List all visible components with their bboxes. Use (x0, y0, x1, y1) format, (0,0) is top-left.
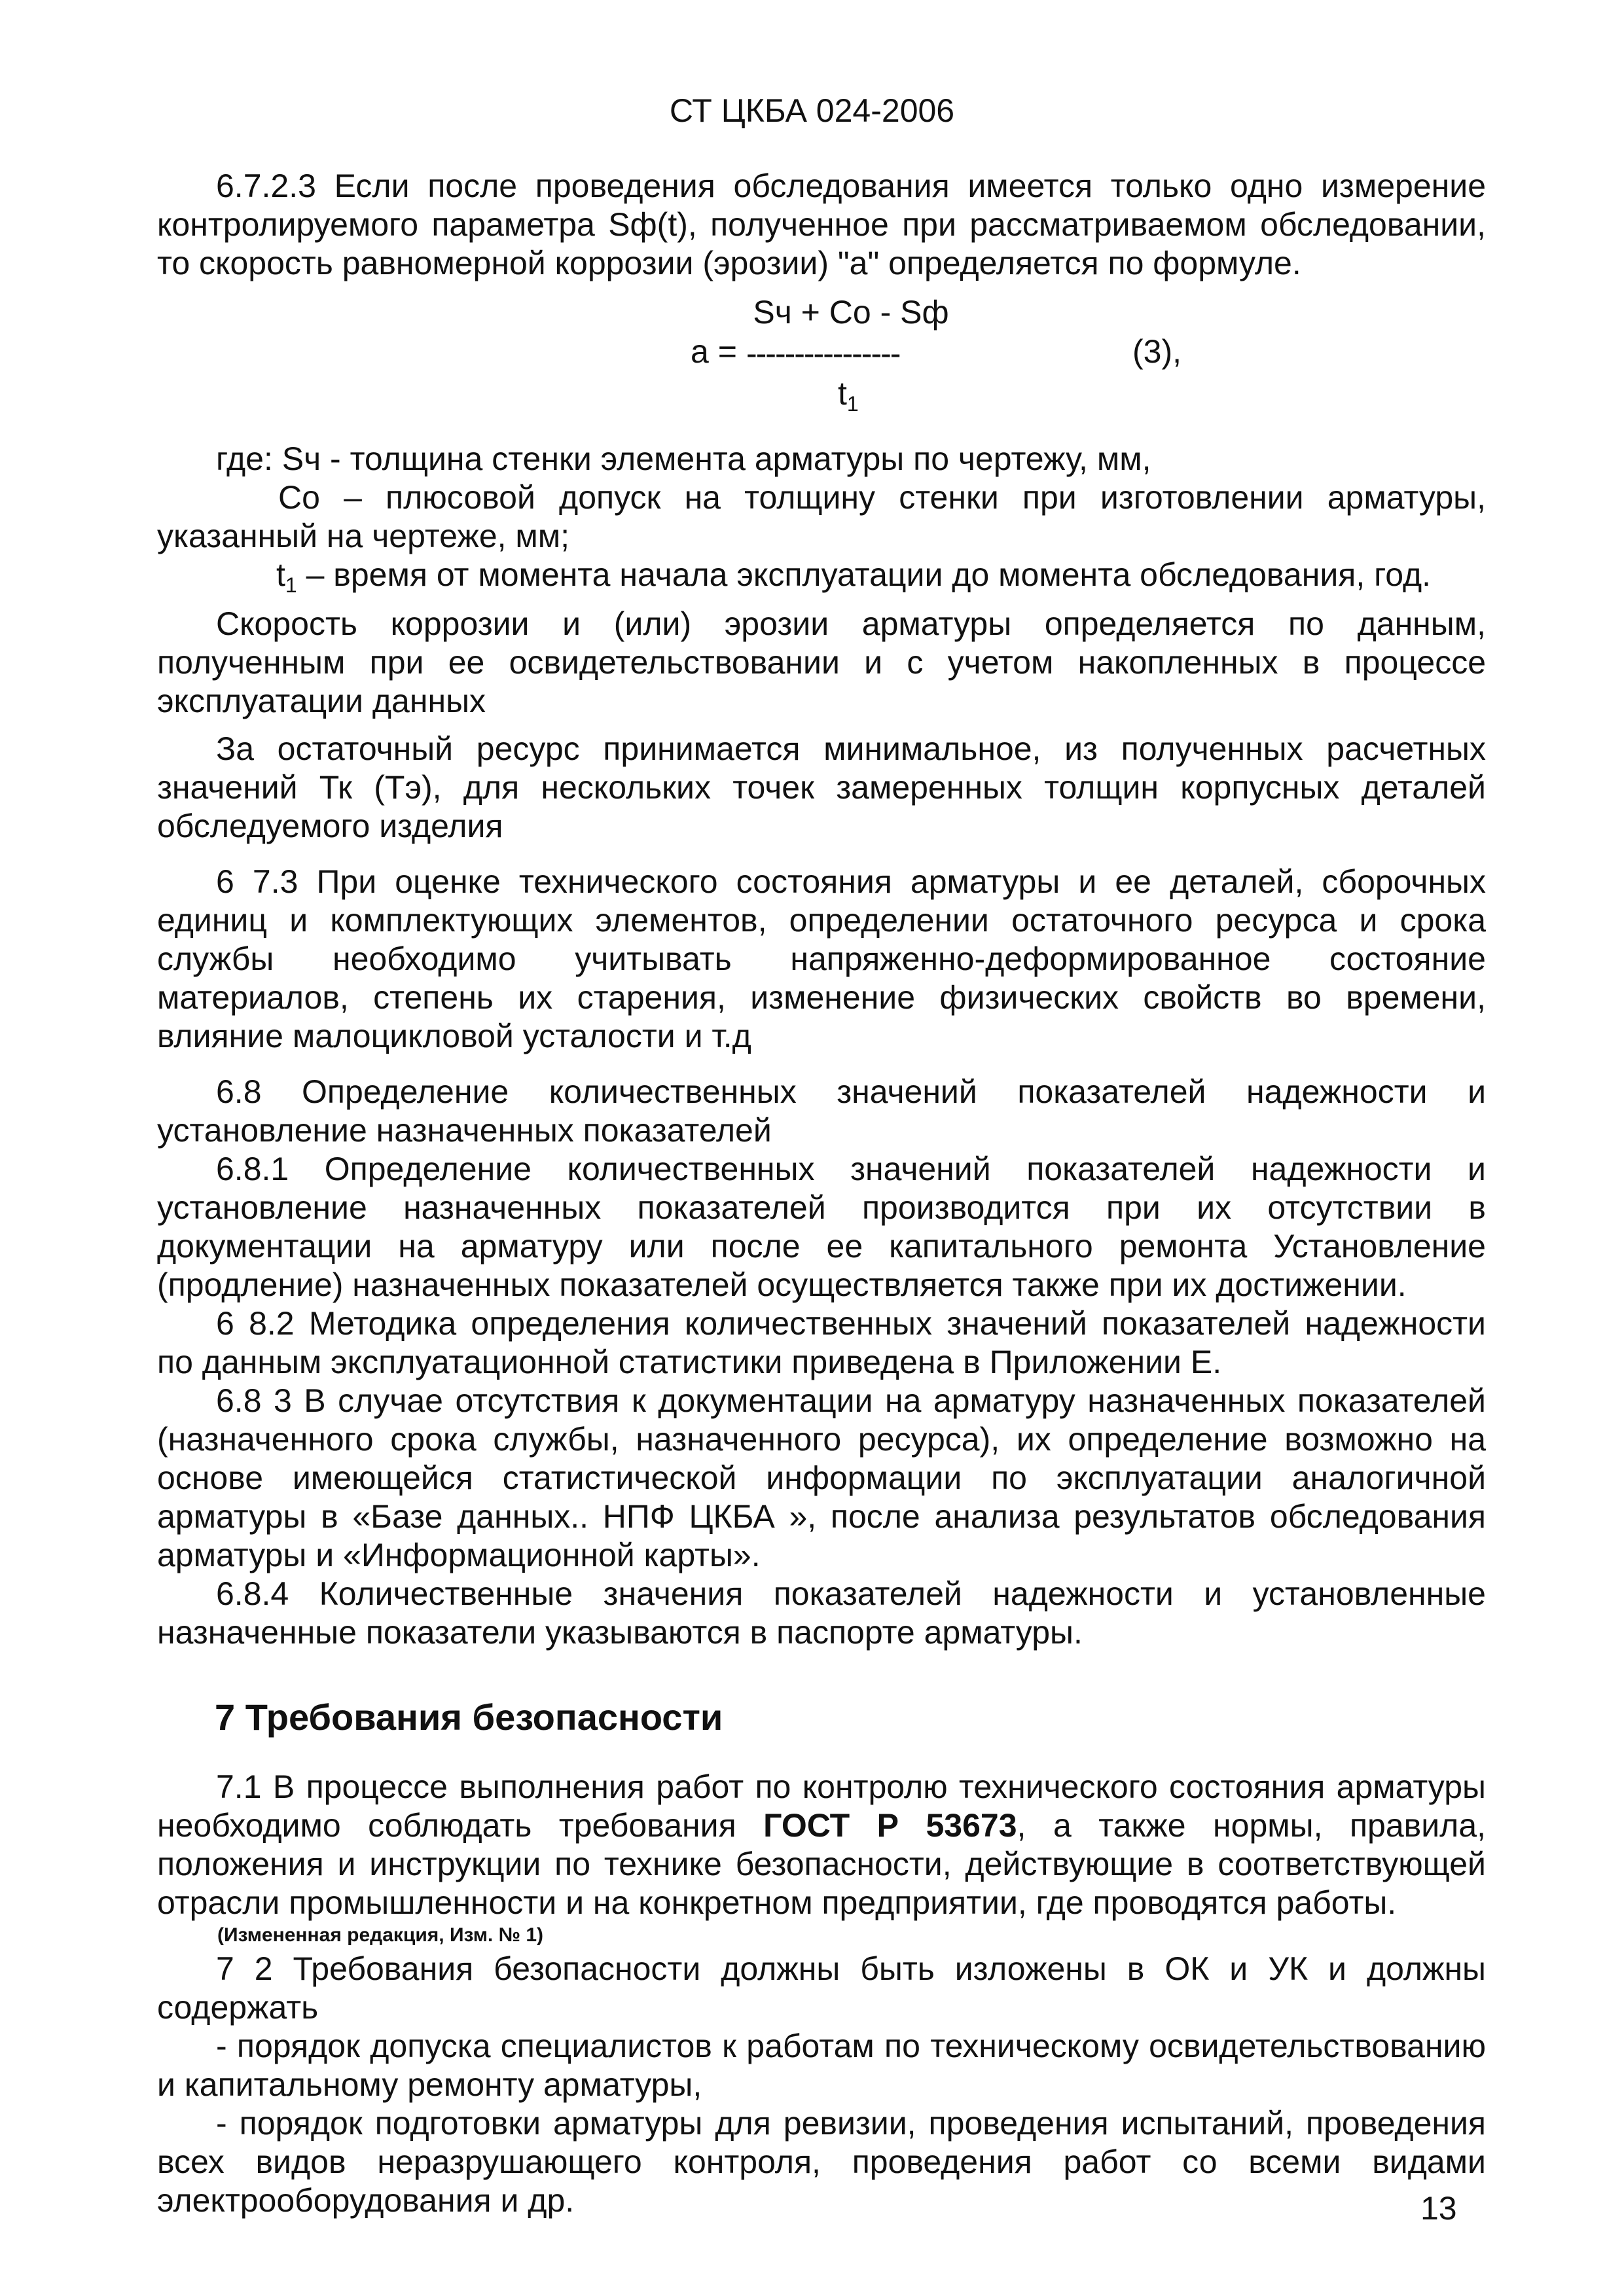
where-t1-symbol: t (276, 556, 285, 593)
document-body (157, 167, 1486, 2220)
formula-numerator: Sч + Co - Sф (753, 294, 949, 331)
paragraph-corrosion-speed: Скорость коррозии и (или) эрозии арматуры определяется по данным, полученным при ее освидетельствовании и с учетом накопленных в процессе эксплуатации данных (157, 605, 1486, 719)
formula-fraction-line: ---------------- (746, 335, 900, 372)
formula-denominator (838, 374, 859, 423)
paragraph-residual-resource: За остаточный ресурс принимается минимальное, из полученных расчетных значений Тк (Тэ), для нескольких точек замеренных толщин корпусных деталей обследуемого изделия (157, 730, 1486, 844)
section-7-heading: 7 Требования безопасности (215, 1696, 723, 1738)
paragraph-7-1 (157, 1768, 1486, 1922)
paragraph-6-7-2-3: 6.7.2.3 Если после проведения обследования имеется только одно измерение контролируемого параметра Sф(t), полученное при рассматриваемом обследовании, то скорость равномерной коррозии (эрозии) "a" определяется по формуле. (157, 168, 1486, 281)
paragraph-6-8-4: 6.8.4 Количественные значения показателей надежности и установленные назначенные показатели указываются в паспорте арматуры. (157, 1575, 1486, 1651)
page-number: 13 (1420, 2190, 1457, 2227)
gost-reference: ГОСТ Р 53673 (763, 1807, 1017, 1844)
formula-reference: (3), (1132, 333, 1182, 370)
paragraph-6-8-3: 6.8 3 В случае отсутствия к документации на арматуру назначенных показателей (назначенного срока службы, назначенного ресурса), их определение возможно на основе имеющейся статистической информации по эксплуатации аналогичной арматуры в «Базе данных.. НПФ ЦКБА », после анализа результатов обследования арматуры и «Информационной карты». (157, 1382, 1486, 1573)
list-item-admission: - порядок допуска специалистов к работам по техническому освидетельствованию и капитальному ремонту арматуры, (157, 2028, 1486, 2103)
paragraph-6-8-2: 6 8.2 Методика определения количественных значений показателей надежности по данным эксплуатационной статистики приведена в Приложении Е. (157, 1305, 1486, 1380)
revision-note: (Измененная редакция, Изм. № 1) (217, 1924, 544, 1946)
formula-lhs: a = (691, 333, 737, 370)
where-co: Co – плюсовой допуск на толщину стенки при изготовлении арматуры, указанный на чертеже, мм; (157, 479, 1486, 554)
formula-denominator-subscript: 1 (846, 392, 859, 416)
where-s4: где: Sч - толщина стенки элемента арматуры по чертежу, мм, (216, 440, 1151, 477)
formula-denominator-symbol: t (838, 375, 847, 412)
paragraph-7-1-text-a: 7.1 В процессе выполнения работ по контролю технического состояния арматуры необходимо соблюдать требования (157, 1768, 1486, 1844)
document-header: СТ ЦКБА 024-2006 (669, 92, 955, 129)
where-t1-subscript: 1 (285, 573, 297, 597)
paragraph-7-2: 7 2 Требования безопасности должны быть изложены в ОК и УК и должны содержать (157, 1950, 1486, 2026)
paragraph-7-1-text-b: , а также нормы, правила, положения и инструкции по технике безопасности, действующие в соответствующей отрасли промышленности и на конкретном предприятии, где проводятся работы. (157, 1807, 1487, 1921)
where-t1 (157, 556, 1486, 605)
paragraph-6-8: 6.8 Определение количественных значений показателей надежности и установление назначенных показателей (157, 1073, 1486, 1149)
paragraph-6-7-3: 6 7.3 При оценке технического состояния арматуры и ее деталей, сборочных единиц и комплектующих элементов, определении остаточного ресурса и срока службы необходимо учитывать напряженно-деформированное состояние материалов, степень их старения, изменение физических свойств во времени, влияние малоцикловой усталости и т.д (157, 863, 1486, 1054)
list-item-preparation: - порядок подготовки арматуры для ревизии, проведения испытаний, проведения всех видов неразрушающего контроля, проведения работ со всеми видами электрооборудования и др. (157, 2105, 1486, 2219)
where-t1-text: – время от момента начала эксплуатации до момента обследования, год. (297, 556, 1432, 593)
formula-3 (157, 287, 1486, 424)
paragraph-6-8-1: 6.8.1 Определение количественных значений показателей надежности и установление назначенных показателей производится при их отсутствии в документации на арматуру или после ее капитального ремонта Установление (продление) назначенных показателей осуществляется также при их достижении. (157, 1151, 1486, 1303)
